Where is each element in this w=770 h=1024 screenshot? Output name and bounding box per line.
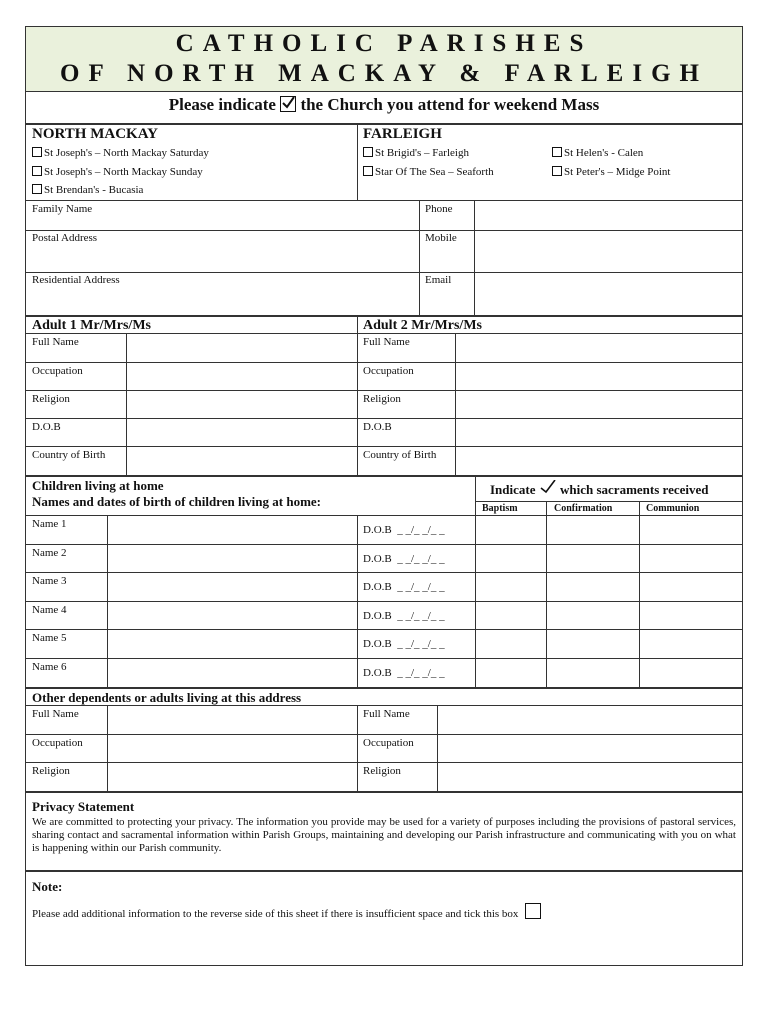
child-dob-field[interactable]: D.O.B _ _/_ _/_ _ [363, 638, 445, 651]
privacy-text: We are committed to protecting your privacy. The information you provide may be used for a variety of purposes including the provisions of pastoral services, sharing contact and sacramental information within Parish Groups, maintaining and developing our Parish infrastructure and communicating with you on what is happening within our Parish community. [32, 816, 736, 854]
residential-address-label: Residential Address [32, 274, 120, 286]
sacraments-heading: Indicate which sacraments received [490, 482, 709, 497]
residential-address-input[interactable] [26, 273, 418, 315]
adult1-religion-label: Religion [32, 393, 70, 405]
child-communion-cell[interactable] [640, 573, 741, 600]
child-name-input[interactable] [108, 630, 356, 657]
instruction-before: Please indicate [168, 95, 276, 114]
church-option-st-joseph-sunday[interactable]: St Joseph's – North Mackay Sunday [32, 166, 203, 179]
adult1-heading: Adult 1 Mr/Mrs/Ms [32, 318, 151, 333]
church-option-st-helen[interactable]: St Helen's - Calen [552, 147, 643, 160]
dependent2-full-name-label: Full Name [363, 708, 410, 720]
child-dob-field[interactable]: D.O.B _ _/_ _/_ _ [363, 581, 445, 594]
child-name-input[interactable] [108, 602, 356, 629]
child-name-label: Name 5 [32, 632, 67, 645]
email-input[interactable] [475, 273, 741, 315]
child-name-label: Name 2 [32, 546, 67, 559]
child-confirmation-cell[interactable] [547, 602, 638, 629]
child-name-input[interactable] [108, 573, 356, 600]
adult1-occupation-label: Occupation [32, 365, 83, 377]
adult2-heading: Adult 2 Mr/Mrs/Ms [363, 318, 482, 333]
postal-address-label: Postal Address [32, 232, 98, 244]
note-text-line [32, 903, 541, 921]
child-confirmation-cell[interactable] [547, 516, 638, 543]
adult1-country-of-birth-label: Country of Birth [32, 449, 106, 461]
child-confirmation-cell[interactable] [547, 545, 638, 572]
note-text: Please add additional information to the reverse side of this sheet if there is insufficient space and tick this box [32, 908, 519, 920]
adult2-dob-label: D.O.B [363, 421, 392, 433]
child-confirmation-cell[interactable] [547, 659, 638, 686]
child-name-input[interactable] [108, 659, 356, 686]
mobile-label: Mobile [425, 232, 457, 244]
child-confirmation-cell[interactable] [547, 573, 638, 600]
child-dob-field[interactable]: D.O.B _ _/_ _/_ _ [363, 552, 445, 565]
email-label: Email [425, 274, 452, 286]
adult2-input-cells[interactable] [456, 334, 741, 474]
dependent2-religion-label: Religion [363, 765, 401, 777]
family-name-label: Family Name [32, 203, 93, 215]
child-baptism-cell[interactable] [476, 659, 545, 686]
column-communion: Communion [646, 503, 700, 514]
children-subheading: Names and dates of birth of children living at home: [32, 494, 322, 509]
dependent1-religion-label: Religion [32, 765, 70, 777]
adult2-country-of-birth-label: Country of Birth [363, 449, 437, 461]
church-option-star-of-the-sea[interactable]: Star Of The Sea – Seaforth [363, 166, 494, 179]
child-dob-field[interactable]: D.O.B _ _/_ _/_ _ [363, 667, 445, 679]
form-title-line1: CATHOLIC PARISHES [175, 30, 593, 57]
checkbox-icon[interactable] [32, 166, 42, 176]
phone-label: Phone [425, 203, 453, 215]
insufficient-space-checkbox[interactable] [525, 903, 541, 919]
child-communion-cell[interactable] [640, 602, 741, 629]
form-title-line2: OF NORTH MACKAY & FARLEIGH [60, 60, 708, 87]
church-option-st-joseph-saturday[interactable]: St Joseph's – North Mackay Saturday [32, 147, 209, 160]
adult1-input-cells[interactable] [127, 334, 356, 474]
adult1-dob-label: D.O.B [32, 421, 61, 433]
child-name-label: Name 1 [32, 518, 67, 530]
dependents-heading: Other dependents or adults living at this address [32, 690, 302, 705]
farleigh-heading: FARLEIGH [363, 126, 442, 142]
checkbox-icon[interactable] [552, 147, 562, 157]
child-communion-cell[interactable] [640, 630, 741, 657]
adult2-full-name-label: Full Name [363, 336, 410, 348]
note-heading: Note: [32, 879, 63, 894]
dependent1-input-cells[interactable] [108, 706, 356, 790]
checkbox-icon[interactable] [32, 147, 42, 157]
north-mackay-heading: NORTH MACKAY [32, 126, 159, 142]
child-name-input[interactable] [108, 545, 356, 572]
checkbox-icon[interactable] [363, 147, 373, 157]
child-baptism-cell[interactable] [476, 602, 545, 629]
child-baptism-cell[interactable] [476, 516, 545, 543]
checkbox-icon[interactable] [363, 166, 373, 176]
child-name-label: Name 6 [32, 661, 67, 673]
child-communion-cell[interactable] [640, 659, 741, 686]
adult1-full-name-label: Full Name [32, 336, 79, 348]
checkbox-icon[interactable] [552, 166, 562, 176]
column-confirmation: Confirmation [554, 503, 613, 514]
church-option-st-peter[interactable]: St Peter's – Midge Point [552, 166, 671, 179]
church-option-st-brigid[interactable]: St Brigid's – Farleigh [363, 147, 469, 160]
mass-instruction [26, 95, 742, 115]
dependent1-occupation-label: Occupation [32, 737, 83, 749]
phone-input[interactable] [475, 201, 741, 229]
child-confirmation-cell[interactable] [547, 630, 638, 657]
dependent2-input-cells[interactable] [438, 706, 741, 790]
privacy-heading: Privacy Statement [32, 799, 135, 814]
adult2-religion-label: Religion [363, 393, 401, 405]
child-communion-cell[interactable] [640, 545, 741, 572]
child-dob-field[interactable]: D.O.B _ _/_ _/_ _ [363, 524, 445, 536]
tick-icon [539, 480, 557, 494]
family-name-input[interactable] [26, 201, 418, 229]
child-name-label: Name 4 [32, 603, 67, 616]
adult2-occupation-label: Occupation [363, 365, 414, 377]
child-name-label: Name 3 [32, 575, 67, 588]
children-heading: Children living at home [32, 478, 164, 493]
child-baptism-cell[interactable] [476, 545, 545, 572]
postal-address-input[interactable] [26, 231, 418, 272]
dependent2-occupation-label: Occupation [363, 737, 414, 749]
child-name-input[interactable] [108, 516, 356, 543]
child-baptism-cell[interactable] [476, 573, 545, 600]
parish-registration-form [25, 26, 743, 966]
mobile-input[interactable] [475, 231, 741, 272]
child-communion-cell[interactable] [640, 516, 741, 543]
child-baptism-cell[interactable] [476, 630, 545, 657]
child-dob-field[interactable]: D.O.B _ _/_ _/_ _ [363, 609, 445, 622]
dependent1-full-name-label: Full Name [32, 708, 79, 720]
church-option-st-brendan[interactable]: St Brendan's - Bucasia [32, 184, 143, 197]
checkbox-icon[interactable] [32, 184, 42, 194]
instruction-after: the Church you attend for weekend Mass [300, 95, 600, 114]
column-baptism: Baptism [482, 503, 518, 514]
checked-box-icon [280, 96, 296, 112]
